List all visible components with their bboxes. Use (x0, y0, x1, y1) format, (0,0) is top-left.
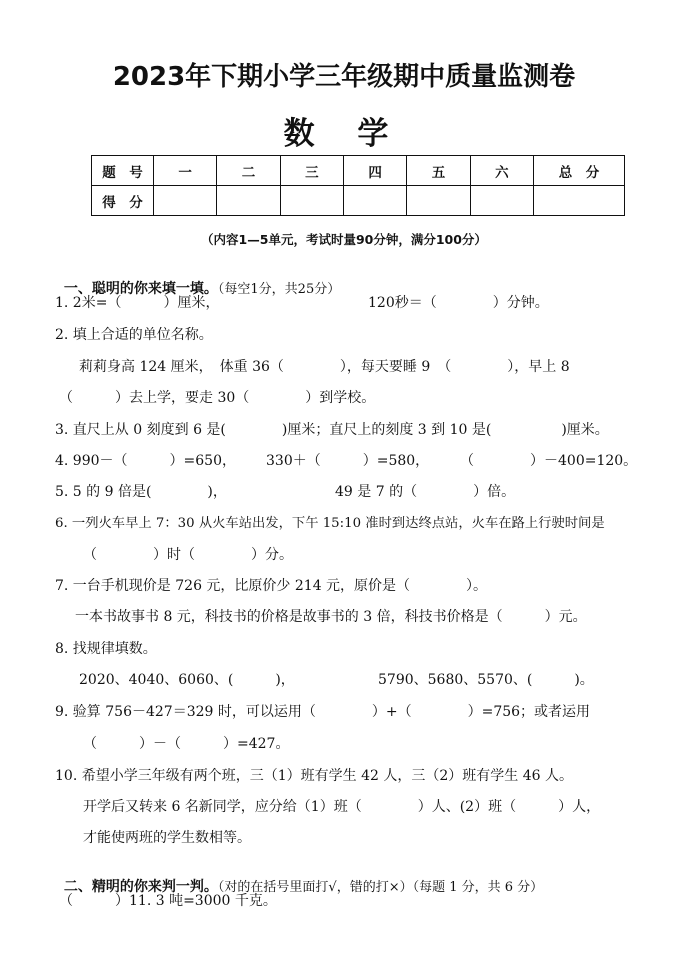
score-table-col-3: 三 (280, 156, 343, 186)
score-table-score-row (92, 186, 625, 216)
q4-part-c: （ ）－400=120。 (460, 453, 638, 469)
q2-line-1: 莉莉身高 124 厘米， 体重 36（ ），每天要睡 9 （ ），早上 8 (79, 359, 570, 375)
q5-part-b: 49 是 7 的（ ）倍。 (335, 484, 516, 500)
q7-line-2: 一本书故事书 8 元，科技书的价格是故事书的 3 倍，科技书价格是（ ）元。 (75, 609, 587, 625)
q10-line-3: 才能使两班的学生数相等。 (83, 830, 251, 846)
q10-line-1: 10. 希望小学三年级有两个班，三（1）班有学生 42 人，三（2）班有学生 46 人。 (55, 768, 573, 784)
score-cell-2 (217, 186, 280, 216)
score-cell-1 (154, 186, 217, 216)
q9-line-1: 9. 验算 756－427＝329 时，可以运用（ ）+（ ）=756；或者运用 (55, 704, 591, 720)
score-cell-total (534, 186, 625, 216)
section-2-title: 二、精明的你来判一判。 (63, 879, 218, 895)
page-title: 2023年下期小学三年级期中质量监测卷 (112, 62, 576, 92)
q8-title: 8. 找规律填数。 (55, 641, 157, 657)
score-table-col-6: 六 (470, 156, 533, 186)
q4-part-a: 4. 990－（ ）=650， (55, 453, 236, 469)
score-cell-3 (280, 186, 343, 216)
q2-line-2: （ ）去上学，要走 30（ ）到学校。 (59, 390, 376, 406)
q5-part-a: 5. 5 的 9 倍是( )， (55, 484, 227, 500)
q8-part-a: 2020、4040、6060、( )， (79, 672, 295, 688)
score-table-col-total: 总 分 (534, 156, 625, 186)
judge-item-1: （ ）11. 3 吨=3000 千克。 (59, 893, 277, 909)
score-table-col-2: 二 (217, 156, 280, 186)
score-table-col-5: 五 (407, 156, 470, 186)
score-table (91, 155, 625, 216)
score-cell-5 (407, 186, 470, 216)
q1-part-a: 1. 2米=（ ）厘米， (55, 295, 220, 311)
score-table-col-4: 四 (343, 156, 406, 186)
exam-note: （内容1—5单元，考试时量90分钟，满分100分） (201, 232, 487, 247)
score-table-col-1: 一 (154, 156, 217, 186)
q6-line-2: （ ）时（ ）分。 (83, 547, 293, 563)
section-1-detail: （每空1分，共25分） (217, 282, 341, 297)
q4-part-b: 330＋（ ）=580， (266, 453, 430, 469)
score-cell-6 (470, 186, 533, 216)
q1-part-b: 120秒＝（ ）分钟。 (368, 295, 549, 311)
score-table-header-row (92, 156, 625, 186)
subject-title: 数 学 (283, 116, 405, 152)
q2-title: 2. 填上合适的单位名称。 (55, 327, 213, 343)
q3: 3. 直尺上从 0 刻度到 6 是( )厘米；直尺上的刻度 3 到 10 是( )厘米。 (55, 422, 609, 438)
section-1-title: 一、聪明的你来填一填。 (63, 281, 218, 297)
q6-line-1: 6. 一列火车早上 7：30 从火车站出发，下午 15:10 准时到达终点站，火车在路上行驶时间是 (55, 516, 605, 531)
q10-line-2: 开学后又转来 6 名新同学，应分给（1）班（ ）人、(2）班（ ）人， (83, 799, 601, 815)
q7-line-1: 7. 一台手机现价是 726 元，比原价少 214 元，原价是（ ）。 (55, 578, 488, 594)
section-2-detail: （对的在括号里面打√，错的打×）（每题 1 分，共 6 分） (217, 880, 544, 895)
score-cell-4 (343, 186, 406, 216)
score-table-score-label: 得 分 (92, 186, 154, 216)
q9-line-2: （ ）－（ ）=427。 (83, 736, 290, 752)
q8-part-b: 5790、5680、5570、( )。 (378, 672, 594, 688)
score-table-header-label: 题 号 (92, 156, 154, 186)
